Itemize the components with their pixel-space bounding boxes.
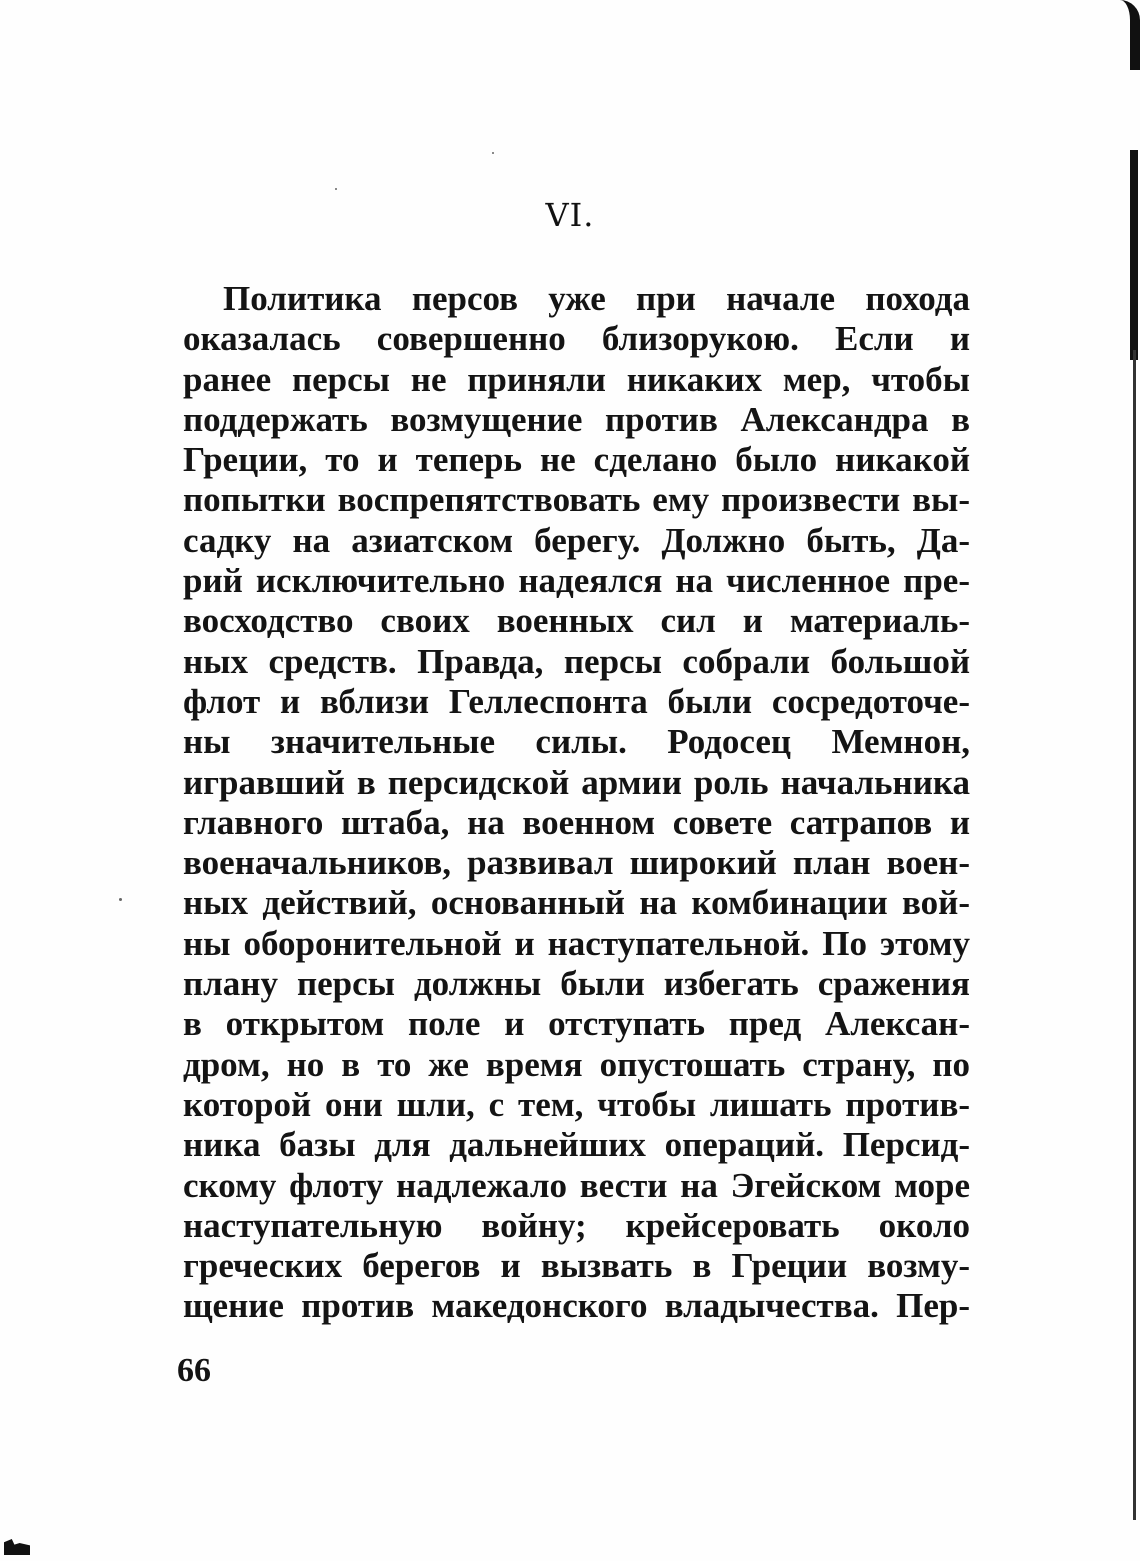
text-line: ных средств. Правда, персы собрали большой xyxy=(183,641,970,681)
text-line: которой они шли, с тем, чтобы лишать против- xyxy=(183,1084,970,1124)
text-line: военачальников, развивал широкий план воен- xyxy=(183,843,970,883)
page-number: 66 xyxy=(177,1352,211,1389)
text-line: попытки воспрепятствовать ему произвести вы- xyxy=(183,480,970,520)
text-line: дром, но в то же время опустошать страну, по xyxy=(183,1044,970,1084)
text-line: ны оборонительной и наступательной. По этому xyxy=(183,923,970,963)
text-line: наступательную войну; крейсеровать около xyxy=(183,1205,970,1245)
body-text xyxy=(183,279,970,1327)
scan-edge-right-lower xyxy=(1133,350,1136,1520)
text-line: главного штаба, на военном совете сатрапов и xyxy=(183,802,970,842)
scan-edge-right xyxy=(1130,150,1138,360)
text-line: поддержать возмущение против Александра в xyxy=(183,399,970,439)
text-line: в открытом поле и отступать пред Алексан- xyxy=(183,1004,970,1044)
text-line: ранее персы не приняли никаких мер, чтобы xyxy=(183,359,970,399)
text-line: садку на азиатском берегу. Должно быть, Да- xyxy=(183,520,970,560)
text-line: плану персы должны были избегать сражения xyxy=(183,964,970,1004)
scan-speck xyxy=(335,188,337,190)
chapter-heading: VI. xyxy=(545,196,595,234)
text-line: ны значительные силы. Родосец Мемнон, xyxy=(183,722,970,762)
text-line: греческих берегов и вызвать в Греции возму- xyxy=(183,1246,970,1286)
scan-speck xyxy=(119,898,122,901)
scan-speck xyxy=(492,152,494,154)
text-line: игравший в персидской армии роль начальника xyxy=(183,762,970,802)
text-line: щение против македонского владычества. Пер- xyxy=(183,1286,970,1326)
scan-edge-top xyxy=(1120,0,1140,70)
text-line: Политика персов уже при начале похода xyxy=(223,279,970,318)
text-line: ника базы для дальнейших операций. Персид- xyxy=(183,1125,970,1165)
text-line: скому флоту надлежало вести на Эгейском море xyxy=(183,1165,970,1205)
text-line: ных действий, основанный на комбинации вой- xyxy=(183,883,970,923)
text-line: рий исключительно надеялся на численное пре- xyxy=(183,561,970,601)
text-line: восходство своих военных сил и материаль- xyxy=(183,601,970,641)
text-line: Греции, то и теперь не сделано было никакой xyxy=(183,440,970,480)
text-line: флот и вблизи Геллеспонта были сосредоточе- xyxy=(183,681,970,721)
scan-corner-mark xyxy=(4,1539,30,1555)
text-line: оказалась совершенно близорукою. Если и xyxy=(183,319,970,359)
